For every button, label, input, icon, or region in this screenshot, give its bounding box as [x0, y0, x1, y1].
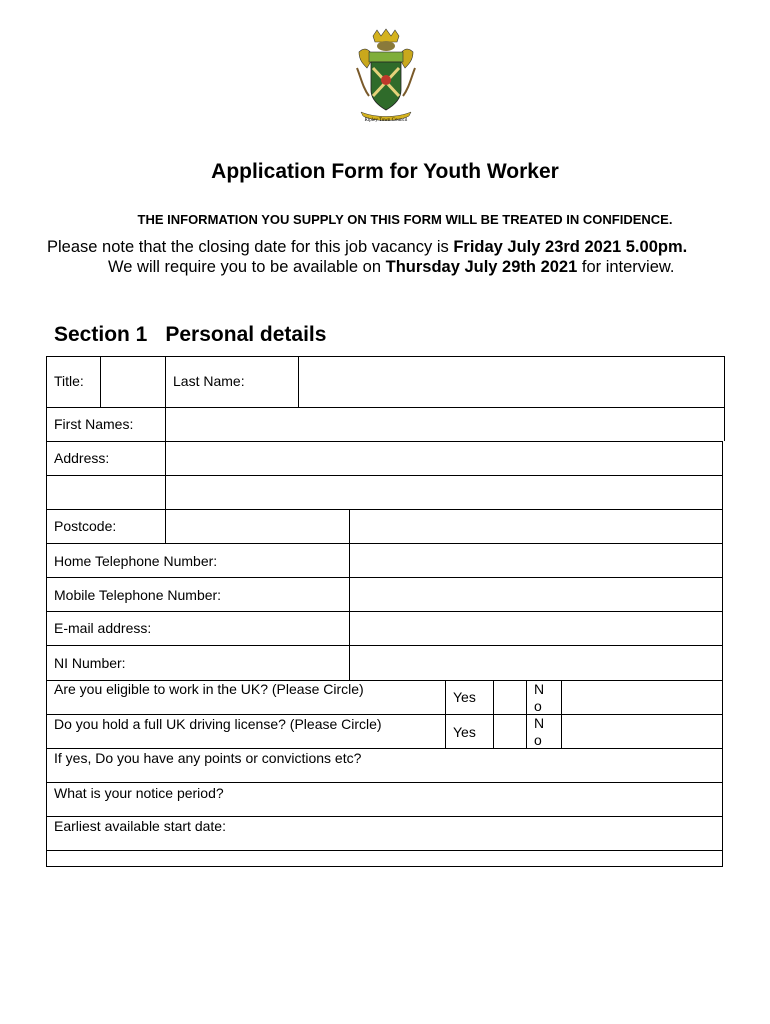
start-date-question: Earliest available start date: [54, 818, 226, 834]
closing-date-notice [47, 238, 687, 257]
crest-caption: Ripley Town Council [364, 118, 408, 123]
start-date-input[interactable] [47, 834, 722, 850]
form-title: Application Form for Youth Worker [211, 160, 559, 183]
address-label: Address: [54, 450, 110, 466]
email-label: E-mail address: [54, 620, 152, 636]
section-number: Section 1 [54, 323, 148, 346]
license-question: Do you hold a full UK driving license? (Please Circle) [54, 716, 382, 732]
interview-date: Thursday July 29th 2021 [385, 258, 578, 276]
points-answer-input[interactable] [47, 766, 722, 782]
section-heading [54, 323, 326, 347]
postcode-input[interactable] [166, 510, 349, 543]
confidentiality-notice: THE INFORMATION YOU SUPPLY ON THIS FORM WILL BE TREATED IN CONFIDENCE. [137, 212, 673, 227]
closing-date: Friday July 23rd 2021 5.00pm. [453, 238, 688, 256]
address-input-line-2[interactable] [166, 476, 722, 509]
interview-notice [108, 258, 675, 277]
title-label: Title: [54, 373, 84, 389]
mobile-phone-input[interactable] [350, 578, 722, 611]
first-names-label: First Names: [54, 416, 134, 432]
council-crest-logo [355, 28, 417, 126]
closing-prefix: Please note that the closing date for this job vacancy is [47, 238, 454, 256]
email-input[interactable] [350, 612, 722, 645]
eligible-question: Are you eligible to work in the UK? (Please Circle) [54, 681, 364, 697]
ni-number-input[interactable] [350, 646, 722, 680]
points-question: If yes, Do you have any points or convictions etc? [54, 750, 362, 766]
license-no-option[interactable]: No [534, 715, 545, 748]
notice-period-question: What is your notice period? [54, 785, 224, 801]
interview-suffix: for interview. [577, 258, 675, 276]
address-input-line-1[interactable] [166, 442, 722, 475]
interview-prefix: We will require you to be available on [108, 258, 386, 276]
ni-number-label: NI Number: [54, 655, 126, 671]
last-name-label: Last Name: [173, 373, 245, 389]
last-name-input[interactable] [299, 357, 724, 407]
eligible-yes-option[interactable]: Yes [453, 689, 476, 705]
section-name: Personal details [165, 323, 327, 346]
title-input[interactable] [101, 357, 165, 407]
postcode-label: Postcode: [54, 518, 117, 534]
home-phone-input[interactable] [350, 544, 722, 577]
notice-period-input[interactable] [47, 800, 722, 816]
mobile-phone-label: Mobile Telephone Number: [54, 587, 222, 603]
home-phone-label: Home Telephone Number: [54, 553, 218, 569]
eligible-no-option[interactable]: No [534, 681, 545, 714]
license-yes-option[interactable]: Yes [453, 724, 476, 740]
first-names-input[interactable] [166, 408, 724, 441]
